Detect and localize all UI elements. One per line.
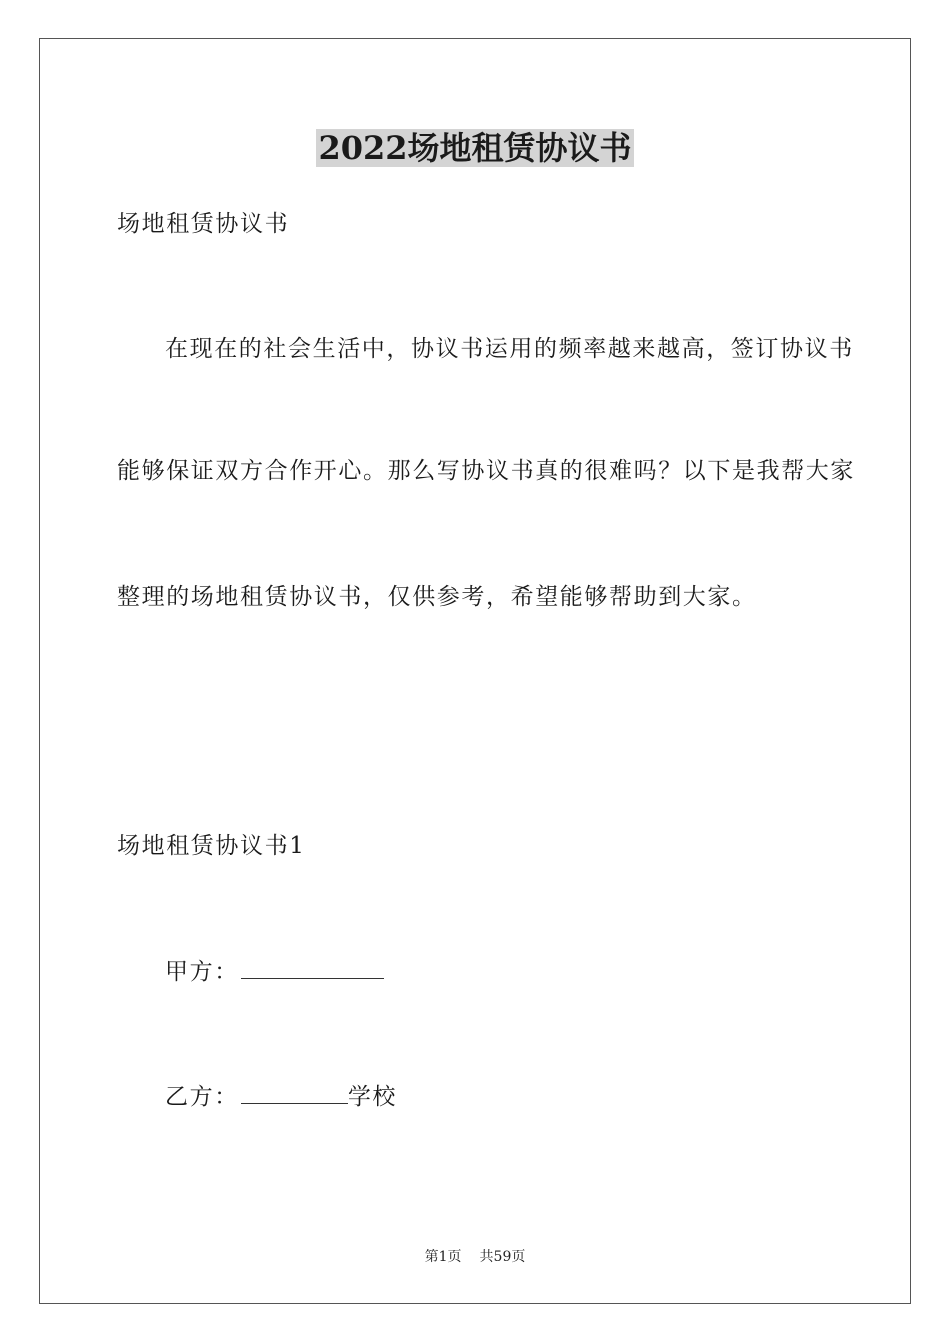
document-subtitle: 场地租赁协议书 <box>117 211 290 237</box>
section-heading: 场地租赁协议书1 <box>117 833 306 859</box>
page-number: 第1页 <box>424 1249 462 1265</box>
party-b-row <box>165 1081 397 1112</box>
party-b-label: 乙方： <box>165 1084 239 1110</box>
party-b-suffix: 学校 <box>347 1084 398 1110</box>
party-a-row <box>165 956 384 987</box>
document-title <box>0 126 950 170</box>
intro-paragraph-line-1: 在现在的社会生活中，协议书运用的频率越来越高，签订协议书 <box>165 336 854 362</box>
party-b-blank-line <box>241 1081 348 1104</box>
page-total: 共59页 <box>479 1249 526 1265</box>
intro-paragraph-line-2: 能够保证双方合作开心。那么写协议书真的很难吗？以下是我帮大家 <box>117 458 855 484</box>
party-a-label: 甲方： <box>165 959 239 985</box>
party-a-blank-line <box>241 956 384 979</box>
document-title-text: 2022场地租赁协议书 <box>318 129 632 167</box>
intro-paragraph-line-3: 整理的场地租赁协议书，仅供参考，希望能够帮助到大家。 <box>117 584 757 610</box>
page-footer <box>0 1247 950 1267</box>
